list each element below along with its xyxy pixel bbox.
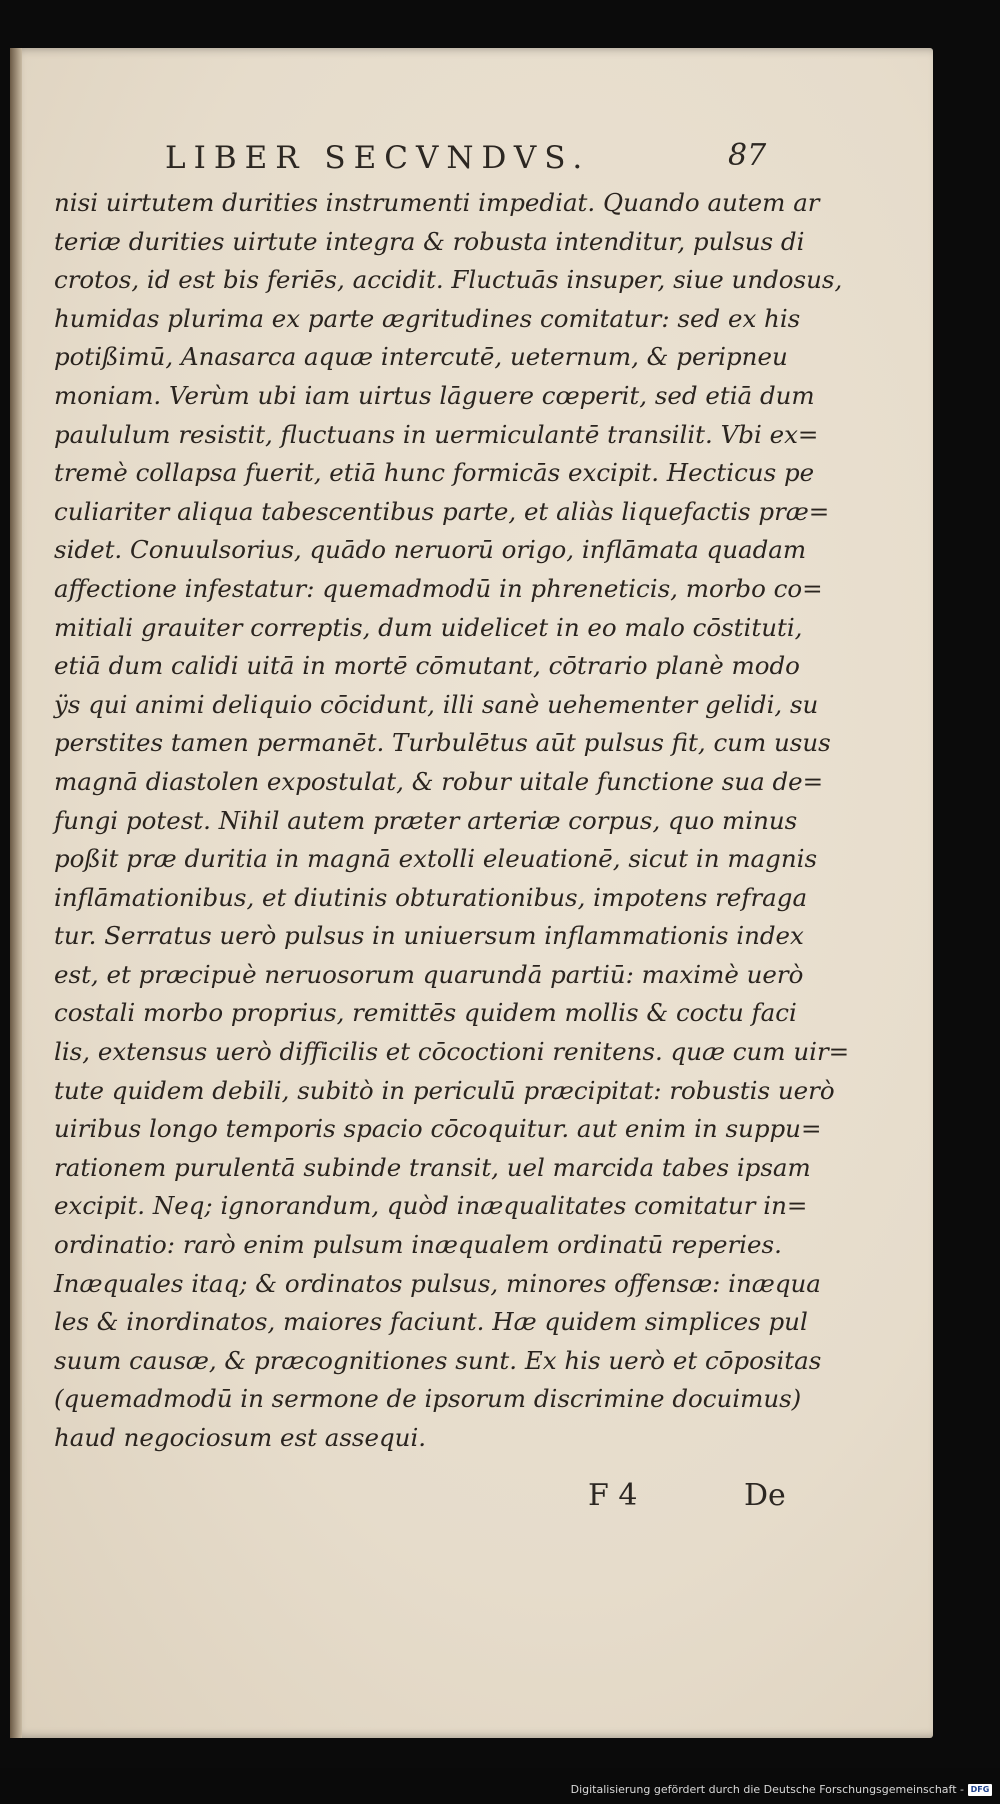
body-text [54, 184, 850, 1458]
text-line: inflāmationibus, et diutinis obturationibus, impotens refraga [54, 882, 808, 912]
text-line: ÿs qui animi deliquio cōcidunt, illi sanè uehementer gelidi, su [54, 689, 819, 719]
signature-mark: F 4 [588, 1478, 638, 1513]
text-line: sidet. Conuulsorius, quādo neruorū origo, inflāmata quadam [54, 535, 807, 565]
text-line: excipit. Neq; ignorandum, quòd inæqualitates comitatur in= [54, 1191, 808, 1221]
text-line: tute quidem debili, subitò in periculū præcipitat: robustis uerò [54, 1075, 835, 1105]
text-line: perstites tamen permanēt. Turbulētus aūt pulsus fit, cum usus [54, 728, 831, 758]
text-line: paululum resistit, fluctuans in uermiculantē transilit. Vbi ex= [54, 419, 819, 449]
text-line: crotos, id est bis feriēs, accidit. Fluctuās insuper, siue undosus, [54, 265, 843, 295]
text-line: les & inordinatos, maiores faciunt. Hæ quidem simplices pul [54, 1307, 808, 1337]
page-number: 87 [728, 138, 767, 173]
text-line: humidas plurima ex parte ægritudines comitatur: sed ex his [54, 303, 801, 333]
text-line: tremè collapsa fuerit, etiā hunc formicās excipit. Hecticus pe [54, 458, 815, 488]
text-line: potißimū, Anasarca aquæ intercutē, ueternum, & peripneu [54, 342, 788, 372]
footer-credit [571, 1783, 992, 1796]
text-line: etiā dum calidi uitā in mortē cōmutant, cōtrario planè modo [54, 651, 800, 681]
text-line: mitiali grauiter correptis, dum uidelicet in eo malo cōstituti, [54, 612, 803, 642]
text-line: uiribus longo temporis spacio cōcoquitur. aut enim in suppu= [54, 1114, 822, 1144]
text-line: lis, extensus uerò difficilis et cōcoctioni renitens. quæ cum uir= [54, 1037, 850, 1067]
page-gutter-shadow [10, 48, 22, 1738]
text-line: Inæquales itaq; & ordinatos pulsus, minores offensæ: inæqua [54, 1268, 821, 1298]
text-line: tur. Serratus uerò pulsus in uniuersum inflammationis index [54, 921, 804, 951]
text-line: rationem purulentā subinde transit, uel marcida tabes ipsam [54, 1152, 811, 1182]
text-line: fungi potest. Nihil autem præter arteriæ corpus, quo minus [54, 805, 798, 835]
dfg-logo-icon: DFG [968, 1784, 992, 1796]
text-line: nisi uirtutem durities instrumenti impediat. Quando autem ar [54, 188, 820, 217]
text-line: haud negociosum est assequi. [54, 1423, 427, 1452]
catchword: De [744, 1478, 786, 1513]
text-line: affectione infestatur: quemadmodū in phreneticis, morbo co= [54, 573, 823, 603]
running-head: LIBER SECVNDVS. [165, 140, 591, 176]
text-line: (quemadmodū in sermone de ipsorum discrimine docuimus) [54, 1384, 802, 1414]
text-line: culiariter aliqua tabescentibus parte, et aliàs liquefactis præ= [54, 496, 830, 526]
text-line: magnā diastolen expostulat, & robur uitale functione sua de= [54, 766, 824, 796]
text-line: est, et præcipuè neruosorum quarundā partiū: maximè uerò [54, 959, 804, 989]
text-line: ordinatio: rarò enim pulsum inæqualem ordinatū reperies. [54, 1230, 782, 1260]
text-line: costali morbo proprius, remittēs quidem mollis & coctu faci [54, 998, 797, 1028]
text-line: poßit præ duritia in magnā extolli eleuationē, sicut in magnis [54, 844, 818, 874]
text-line: teriæ durities uirtute integra & robusta intenditur, pulsus di [54, 226, 805, 256]
text-line: suum causæ, & præcognitiones sunt. Ex his uerò et cōpositas [54, 1345, 822, 1375]
footer-text: Digitalisierung gefördert durch die Deutsche Forschungsgemeinschaft - [570, 1783, 964, 1796]
text-line: moniam. Verùm ubi iam uirtus lāguere cœperit, sed etiā dum [54, 380, 815, 410]
